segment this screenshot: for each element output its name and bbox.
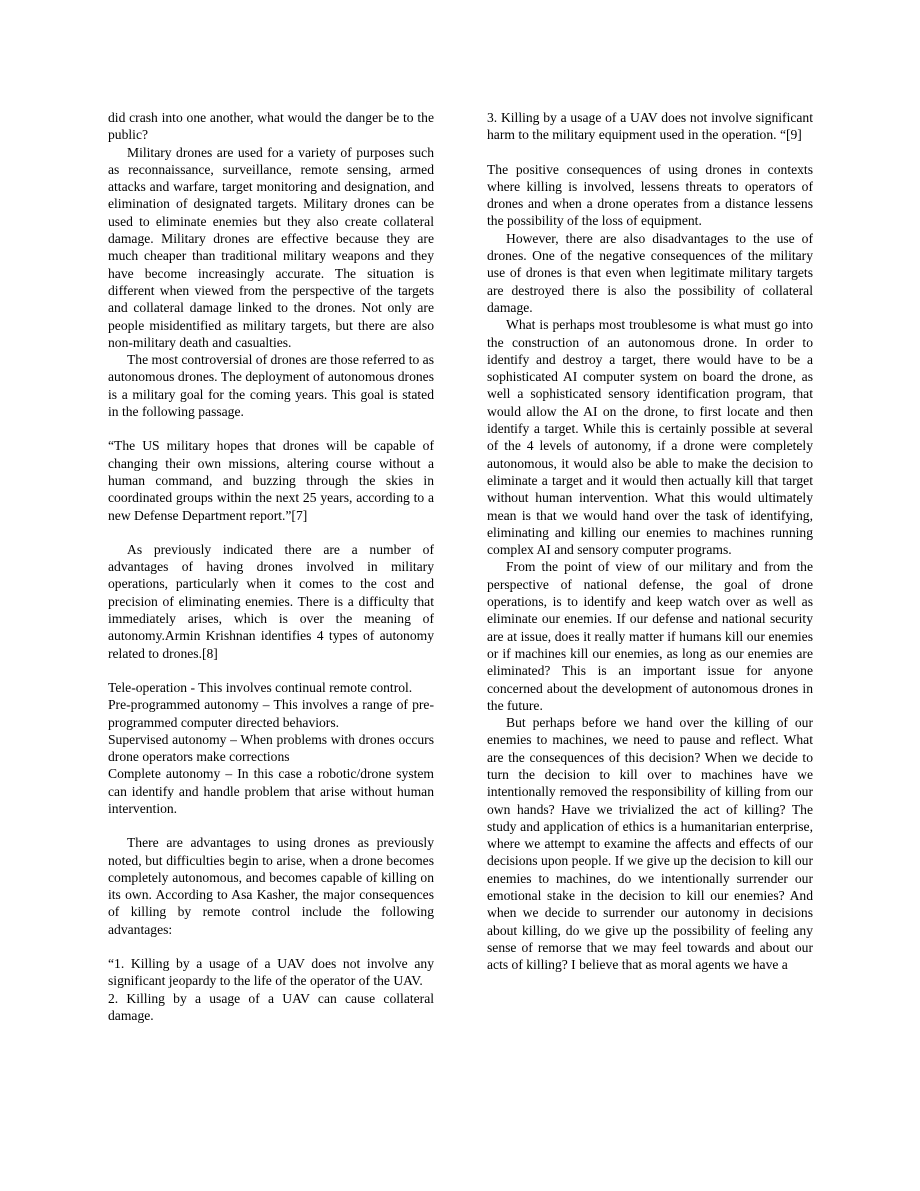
quote-item: “1. Killing by a usage of a UAV does not involve any significant jeopardy to the life of the operator of the UAV. — [108, 956, 434, 989]
paragraph: As previously indicated there are a number of advantages of having drones involved in military operations, particularly when it comes to the cost and precision of eliminating enemies. There is a difficulty that immediately arises, which is over the meaning of autonomy.Armin Krishnan identifies 4 types of autonomy related to drones.[8] — [108, 541, 434, 661]
block-quote: “The US military hopes that drones will be capable of changing their own missions, altering course without a human command, and buzzing through the skies in coordinated groups within the next 25 years, according to a new Defense Department report.”[7] — [108, 438, 434, 523]
quote-item: 2. Killing by a usage of a UAV can cause collateral damage. — [108, 990, 434, 1023]
spacer — [108, 524, 434, 541]
paragraph: But perhaps before we hand over the killing of our enemies to machines, we need to pause and reflect. What are the consequences of this decision? When we decide to turn the decision to kill over to machines have we intentionally removed the responsibility of killing from our own hands? Have we trivialized the act of killing? The study and application of ethics is a humanitarian enterprise, where we attempt to examine the affects and effects of our decisions upon people. If we give up the decision to kill our enemies to machines, do we intentionally surrender our emotional stake in the decision to kill our enemies? And when we decide to surrender our autonomy in decisions about killing, do we give up the possibility of feeling any sense of remorse that we may feel towards and about our acts of killing? I believe that as moral agents we have a — [487, 715, 813, 973]
spacer — [108, 817, 434, 834]
list-item: Complete autonomy – In this case a robotic/drone system can identify and handle problem that arise without human intervention. — [108, 766, 434, 816]
list-item: Tele-operation - This involves continual remote control. — [108, 679, 413, 695]
paragraph: What is perhaps most troublesome is what must go into the construction of an autonomous drone. In order to identify and destroy a target, there would have to be a sophisticated AI computer system on board the drone, as well a sophisticated sensory identification program, that would allow the AI on the drone, to first locate and then identify a target. While this is certainly possible at several of the 4 levels of autonomy, if a drone were completely autonomous, it would also be able to make the decision to eliminate a target and it would then actually kill that target without human intervention. What this would ultimately mean is that we would hand over the task of identifying, eliminating and killing our enemies to machines running complex AI and sensory computer programs. — [487, 317, 813, 558]
paragraph: From the point of view of our military and from the perspective of national defense, the goal of drone operations, is to identify and keep watch over as well as eliminate our enemies. If our defense and national security are at issue, does it really matter if humans kill our enemies or if machines kill our enemies, as long as our enemies are eliminated? This is an important issue for anyone concerned about the development of autonomous drones in the future. — [487, 559, 813, 713]
autonomy-types-list — [108, 679, 434, 817]
paragraph: The positive consequences of using drones in contexts where killing is involved, lessens threats to operators of drones and when a drone operates from a distance lessens the possibility of the loss of equipment. — [487, 161, 813, 229]
list-item: Pre-programmed autonomy – This involves a range of pre-programmed computer directed behaviors. — [108, 697, 434, 730]
left-column — [108, 109, 434, 1024]
spacer — [108, 420, 434, 437]
paragraph: did crash into one another, what would the danger be to the public? — [108, 110, 434, 143]
spacer — [108, 662, 434, 679]
paragraph: Military drones are used for a variety of purposes such as reconnaissance, surveillance, remote sensing, armed attacks and warfare, target monitoring and designation, and elimination of designated targets. Military drones can be used to eliminate enemies but they also create collateral damage. Military drones are effective because they are much cheaper than traditional military weapons and they have become increasingly accurate. The situation is different when viewed from the perspective of the targets and collateral damage linked to the drones. Not only are people misidentified as military targets, but there are also non-military death and casualties. — [108, 144, 434, 350]
spacer — [487, 144, 813, 161]
spacer — [108, 938, 434, 955]
paragraph: There are advantages to using drones as previously noted, but difficulties begin to arise, when a drone becomes completely autonomous, and becomes capable of killing on its own. According to Asa Kasher, the major consequences of killing by remote control include the following advantages: — [108, 835, 434, 937]
paragraph: The most controversial of drones are those referred to as autonomous drones. The deployment of autonomous drones is a military goal for the coming years. This goal is stated in the following passage. — [108, 352, 434, 420]
right-column — [487, 109, 813, 974]
list-item: Supervised autonomy – When problems with drones occurs drone operators make corrections — [108, 731, 434, 765]
paragraph: However, there are also disadvantages to the use of drones. One of the negative consequences of the military use of drones is that even when legitimate military targets are destroyed there is also the possibility of collateral damage. — [487, 230, 813, 315]
quote-item: 3. Killing by a usage of a UAV does not involve significant harm to the military equipment used in the operation. “[9] — [487, 110, 813, 143]
